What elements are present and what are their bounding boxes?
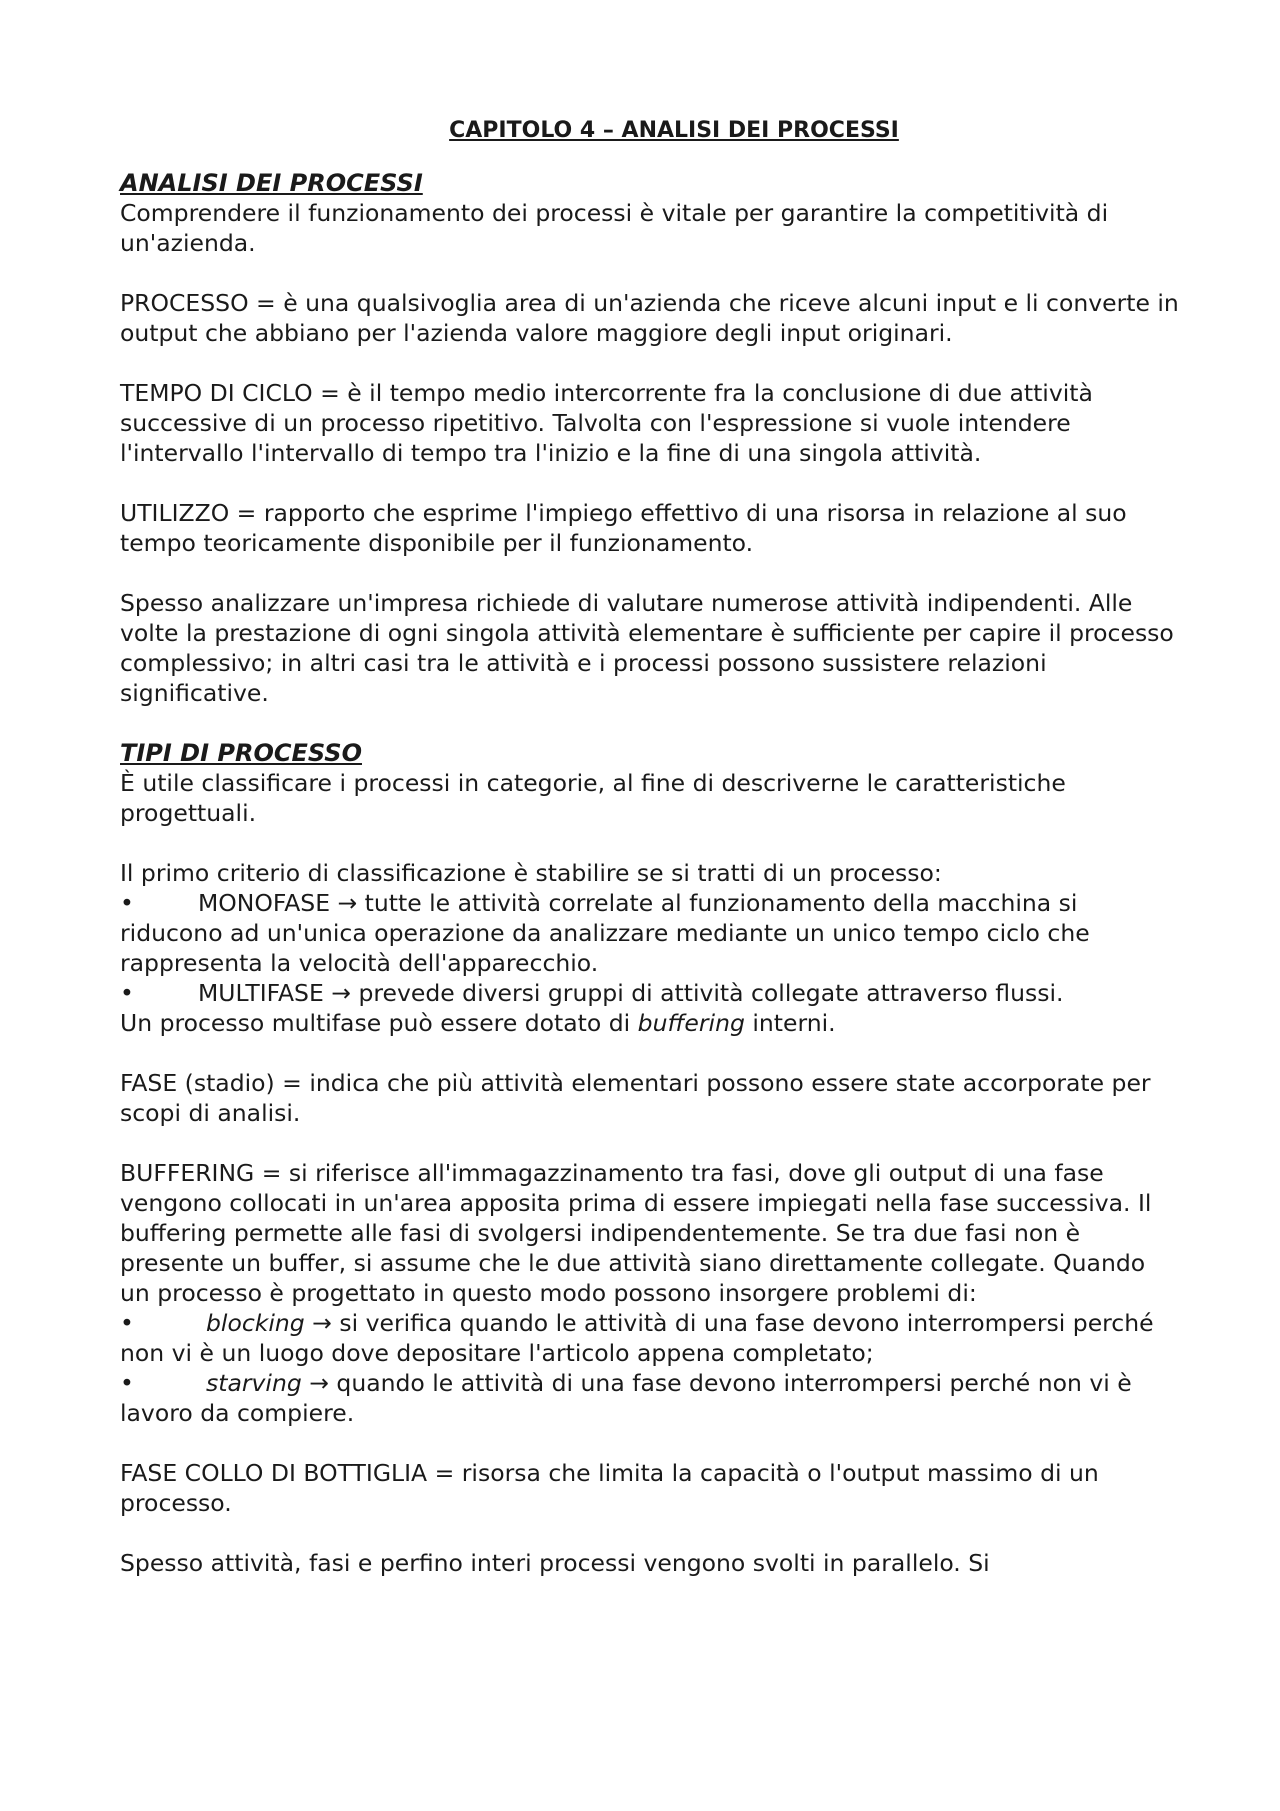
list-item-text bbox=[120, 1368, 1180, 1428]
paragraph-buffering: BUFFERING = si riferisce all'immagazzinamento tra fasi, dove gli output di una fase vengono collocati in un'area apposita prima di essere impiegati nella fase successiva. Il buffering permette alle fasi di svolgersi indipendentemente. Se tra due fasi non è presente un buffer, si assume che le due attività siano direttamente collegate. Quando un processo è progettato in questo modo possono insorgere problemi di: bbox=[120, 1159, 1152, 1307]
bullet-symbol: • bbox=[120, 1309, 134, 1337]
list-item-text: MULTIFASE → prevede diversi gruppi di attività collegate attraverso flussi. bbox=[198, 979, 1064, 1007]
paragraph-parallelo: Spesso attività, fasi e perfino interi processi vengono svolti in parallelo. Si bbox=[120, 1549, 990, 1577]
paragraph-analisi: Spesso analizzare un'impresa richiede di valutare numerose attività indipendenti. Alle volte la prestazione di ogni singola attività elementare è sufficiente per capire il processo complessivo; in altri casi tra le attività e i processi possono sussistere relazioni significative. bbox=[120, 589, 1174, 707]
emphasis-text: starving bbox=[206, 1369, 302, 1397]
text-segment: Un processo multifase può essere dotato di bbox=[120, 1009, 638, 1037]
bullet-symbol: • bbox=[120, 1369, 134, 1397]
list-item-monofase bbox=[120, 888, 1180, 978]
emphasis-text: blocking bbox=[206, 1309, 305, 1337]
paragraph-multifase-note bbox=[120, 1008, 1180, 1038]
document-body bbox=[120, 116, 1180, 1578]
section-heading-analisi: ANALISI DEI PROCESSI bbox=[120, 169, 423, 197]
list-item-blocking bbox=[120, 1308, 1180, 1368]
list-item-multifase bbox=[120, 978, 1180, 1008]
text-segment: interni. bbox=[744, 1009, 836, 1037]
paragraph-criterio: Il primo criterio di classificazione è stabilire se si tratti di un processo: bbox=[120, 859, 942, 887]
paragraph-fase: FASE (stadio) = indica che più attività elementari possono essere state accorporate per scopi di analisi. bbox=[120, 1069, 1151, 1127]
list-item-text: MONOFASE → tutte le attività correlate al funzionamento della macchina si riducono ad un'unica operazione da analizzare mediante un unico tempo ciclo che rappresenta la velocità dell'apparecchio. bbox=[120, 889, 1090, 977]
paragraph-collo-bottiglia: FASE COLLO DI BOTTIGLIA = risorsa che limita la capacità o l'output massimo di un processo. bbox=[120, 1459, 1099, 1517]
emphasis-text: buffering bbox=[637, 1009, 745, 1037]
text-segment: → quando le attività di una fase devono interrompersi perché non vi è lavoro da compiere. bbox=[120, 1369, 1132, 1427]
list-item-starving bbox=[120, 1368, 1180, 1428]
page-title: CAPITOLO 4 – ANALISI DEI PROCESSI bbox=[449, 118, 899, 143]
section-heading-tipi: TIPI DI PROCESSO bbox=[120, 739, 362, 767]
paragraph-processo: PROCESSO = è una qualsivoglia area di un'azienda che riceve alcuni input e li converte in output che abbiano per l'azienda valore maggiore degli input originari. bbox=[120, 289, 1179, 347]
paragraph-tempo-ciclo: TEMPO DI CICLO = è il tempo medio intercorrente fra la conclusione di due attività successive di un processo ripetitivo. Talvolta con l'espressione si vuole intendere l'intervallo l'intervallo di tempo tra l'inizio e la fine di una singola attività. bbox=[120, 379, 1093, 467]
paragraph-utilizzo: UTILIZZO = rapporto che esprime l'impiego effettivo di una risorsa in relazione al suo tempo teoricamente disponibile per il funzionamento. bbox=[120, 499, 1127, 557]
bullet-symbol: • bbox=[120, 889, 134, 917]
paragraph-intro: Comprendere il funzionamento dei processi è vitale per garantire la competitività di un'azienda. bbox=[120, 199, 1109, 257]
paragraph-tipi-intro: È utile classificare i processi in categorie, al fine di descriverne le caratteristiche progettuali. bbox=[120, 769, 1066, 827]
bullet-symbol: • bbox=[120, 979, 134, 1007]
text-segment: → si verifica quando le attività di una fase devono interrompersi perché non vi è un luogo dove depositare l'articolo appena completato; bbox=[120, 1309, 1154, 1367]
list-item-text bbox=[120, 1308, 1180, 1368]
